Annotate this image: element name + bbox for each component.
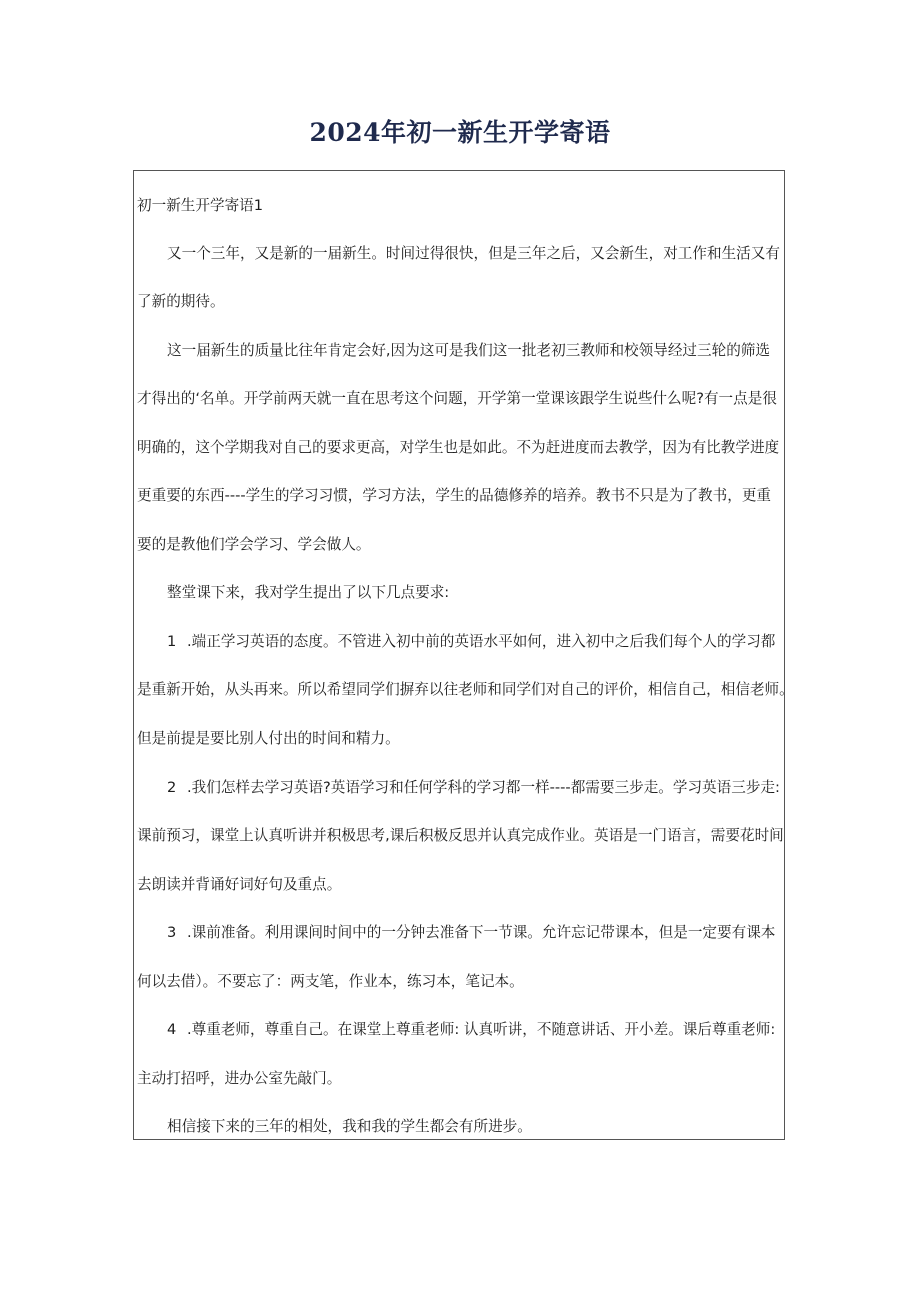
paragraph-line: 去朗读并背诵好词好句及重点。 [137, 876, 342, 893]
list-item-2 [167, 777, 780, 799]
paragraph-line: 又一个三年，又是新的一届新生。时间过得很快，但是三年之后，又会新生，对工作和生活又有 [167, 245, 780, 262]
paragraph-line: 才得出的‘名单。开学前两天就一直在思考这个问题，开学第一堂课该跟学生说些什么呢?有一点是很 [137, 390, 777, 407]
content-frame [133, 170, 794, 1140]
paragraph-line: 是重新开始，从头再来。所以希望同学们摒弃以往老师和同学们对自己的评价，相信自己，相信老师。 [137, 681, 794, 698]
list-item-text: .尊重老师，尊重自己。在课堂上尊重老师: 认真听讲，不随意讲话、开小差。课后尊重老师: [187, 1021, 776, 1038]
paragraph-line: 课前预习，课堂上认真听讲并积极思考,课后积极反思并认真完成作业。英语是一门语言，需要花时间 [137, 827, 784, 844]
paragraph-line: 何以去借）。不要忘了：两支笔，作业本，练习本，笔记本。 [137, 973, 524, 990]
paragraph-line: 更重要的东西----学生的学习习惯，学习方法，学生的品德修养的培养。教书不只是为了教书，更重 [137, 487, 772, 504]
paragraph-line: 了新的期待。 [137, 293, 225, 310]
list-item-text: .课前准备。利用课间时间中的一分钟去准备下一节课。允许忘记带课本，但是一定要有课本 [187, 924, 776, 941]
document-title: 2024年初一新生开学寄语 [309, 118, 611, 147]
paragraph-line: 整堂课下来，我对学生提出了以下几点要求: [167, 584, 450, 601]
list-item-4 [167, 1019, 775, 1041]
paragraph-line: 主动打招呼，进办公室先敲门。 [137, 1070, 342, 1087]
list-number: 2 [167, 779, 177, 796]
paragraph-line: 明确的，这个学期我对自己的要求更高，对学生也是如此。不为赶进度而去教学，因为有比教学进度 [137, 439, 780, 456]
list-item-text: .端正学习英语的态度。不管进入初中前的英语水平如何，进入初中之后我们每个人的学习都 [187, 633, 776, 650]
list-number: 4 [167, 1021, 177, 1038]
list-item-3 [167, 922, 775, 944]
paragraph-line: 要的是教他们学会学习、学会做人。 [137, 536, 371, 553]
paragraph-line: 相信接下来的三年的相处，我和我的学生都会有所进步。 [167, 1118, 532, 1135]
paragraph-line: 但是前提是要比别人付出的时间和精力。 [137, 730, 400, 747]
list-number: 3 [167, 924, 177, 941]
list-item-1 [167, 631, 775, 653]
section-heading: 初一新生开学寄语1 [137, 197, 264, 214]
list-number: 1 [167, 633, 177, 650]
list-item-text: .我们怎样去学习英语?英语学习和任何学科的学习都一样----都需要三步走。学习英语三步走: [187, 779, 780, 796]
paragraph-line: 这一届新生的质量比往年肯定会好,因为这可是我们这一批老初三教师和校领导经过三轮的筛选 [167, 342, 770, 359]
